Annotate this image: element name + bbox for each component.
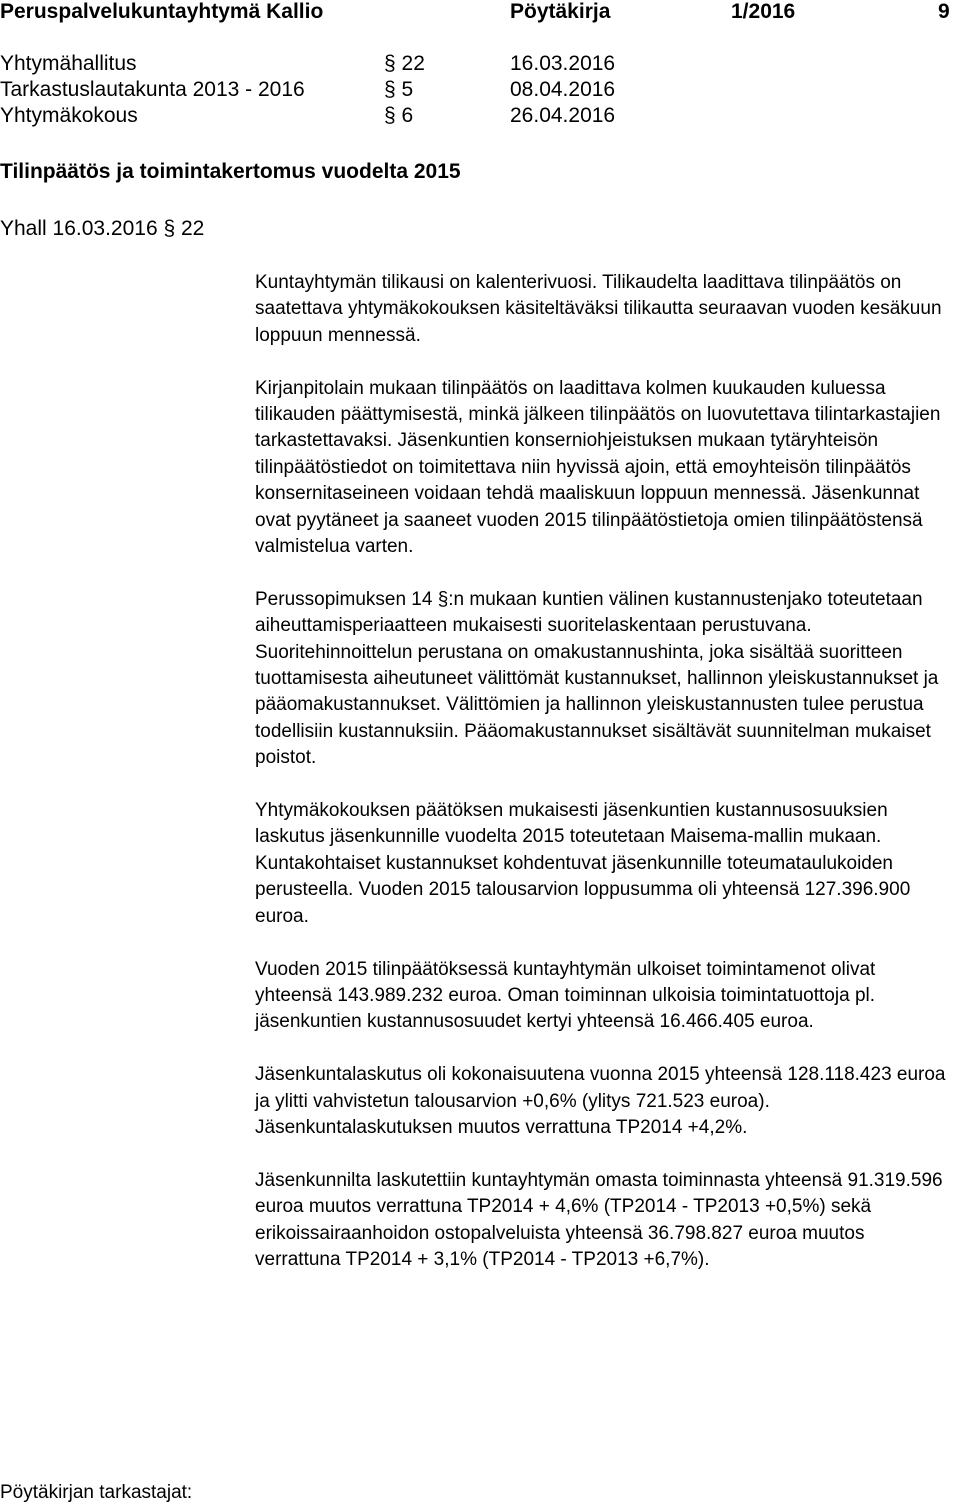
meeting-row — [0, 52, 960, 78]
body-paragraph: Kuntayhtymän tilikausi on kalenterivuosi. Tilikaudelta laadittava tilinpäätös on saatettava yhtymäkokouksen käsiteltäväksi tilikautta seuraavan vuoden kesäkuun loppuun mennessä. — [255, 272, 942, 346]
body-paragraph: Jäsenkuntalaskutus oli kokonaisuutena vuonna 2015 yhteensä 128.118.423 euroa ja ylitti vahvistetun talousarvion +0,6% (ylitys 721.523 euroa). Jäsenkuntalaskutuksen muutos verrattuna TP2014 +4,2%. — [255, 1064, 946, 1138]
page-number: 9 — [938, 0, 950, 23]
document-number: 1/2016 — [731, 0, 796, 23]
meeting-date: 26.04.2016 — [510, 104, 616, 127]
meeting-row — [0, 104, 960, 130]
body-paragraph: Yhtymäkokouksen päätöksen mukaisesti jäsenkuntien kustannusosuuksien laskutus jäsenkunnille vuodelta 2015 toteutetaan Maisema-mallin mukaan. Kuntakohtaiset kustannukset kohdentuvat jäsenkunnille toteumataulukoiden perusteella. Vuoden 2015 talousarvion loppusumma oli yhteensä 127.396.900 euroa. — [255, 800, 911, 927]
meeting-section: § 6 — [384, 104, 414, 127]
meeting-section: § 22 — [384, 52, 425, 75]
body-paragraph: Kirjanpitolain mukaan tilinpäätös on laadittava kolmen kuukauden kuluessa tilikauden päättymisestä, minkä jälkeen tilinpäätös on luovutettava tilintarkastajien tarkastettavaksi. Jäsenkuntien konserniohjeistuksen mukaan tytäryhteisön tilinpäätöstiedot on toimitettava niin hyvissä ajoin, että emoyhteisön tilinpäätös konsernitaseineen voidaan tehdä maaliskuun loppuun mennessä. Jäsenkunnat ovat pyytäneet ja saaneet vuoden 2015 tilinpäätöstietoja omien tilinpäätöstensä valmistelua varten. — [255, 377, 941, 558]
meeting-row — [0, 78, 960, 104]
document-body — [255, 270, 955, 1300]
footer-reviewers-label: Pöytäkirjan tarkastajat: — [0, 1482, 193, 1503]
body-paragraph: Vuoden 2015 tilinpäätöksessä kuntayhtymän ulkoiset toimintamenot olivat yhteensä 143.989.232 euroa. Oman toiminnan ulkoisia toimintatuottoja pl. jäsenkuntien kustannusosuudet kertyi yhteensä 16.466.405 euroa. — [255, 958, 876, 1033]
meeting-body: Tarkastuslautakunta 2013 - 2016 — [0, 78, 305, 101]
page-header — [0, 0, 960, 26]
meeting-date: 16.03.2016 — [510, 52, 616, 75]
body-paragraph: Perussopimuksen 14 §:n mukaan kuntien välinen kustannustenjako toteutetaan aiheuttamisperiaatteen mukaisesti suoritelaskentaan perustuvana. Suoritehinnoittelun perustana on omakustannushinta, joka sisältää suoritteen tuottamisesta aiheutuneet välittömät kustannukset, hallinnon yleiskustannukset ja pääomakustannukset. Välittömien ja hallinnon yleiskustannusten tulee perustua todellisiin kustannuksiin. Pääomakustannukset sisältävät suunnitelman mukaiset poistot. — [255, 588, 939, 769]
document-type: Pöytäkirja — [510, 0, 611, 23]
body-paragraph: Jäsenkunnilta laskutettiin kuntayhtymän omasta toiminnasta yhteensä 91.319.596 euroa muutos verrattuna TP2014 + 4,6% (TP2014 - TP2013 +0,5%) sekä erikoissairaanhoidon ostopalveluista yhteensä 36.798.827 euroa muutos verrattuna TP2014 + 3,1% (TP2014 - TP2013 +6,7%). — [255, 1169, 943, 1270]
organization-name: Peruspalvelukuntayhtymä Kallio — [0, 0, 324, 23]
meeting-section: § 5 — [384, 78, 414, 101]
document-title: Tilinpäätös ja toimintakertomus vuodelta 2015 — [0, 160, 461, 183]
meeting-body: Yhtymähallitus — [0, 52, 137, 75]
meeting-date: 08.04.2016 — [510, 78, 616, 101]
meeting-reference: Yhall 16.03.2016 § 22 — [0, 217, 205, 240]
meeting-body: Yhtymäkokous — [0, 104, 138, 127]
